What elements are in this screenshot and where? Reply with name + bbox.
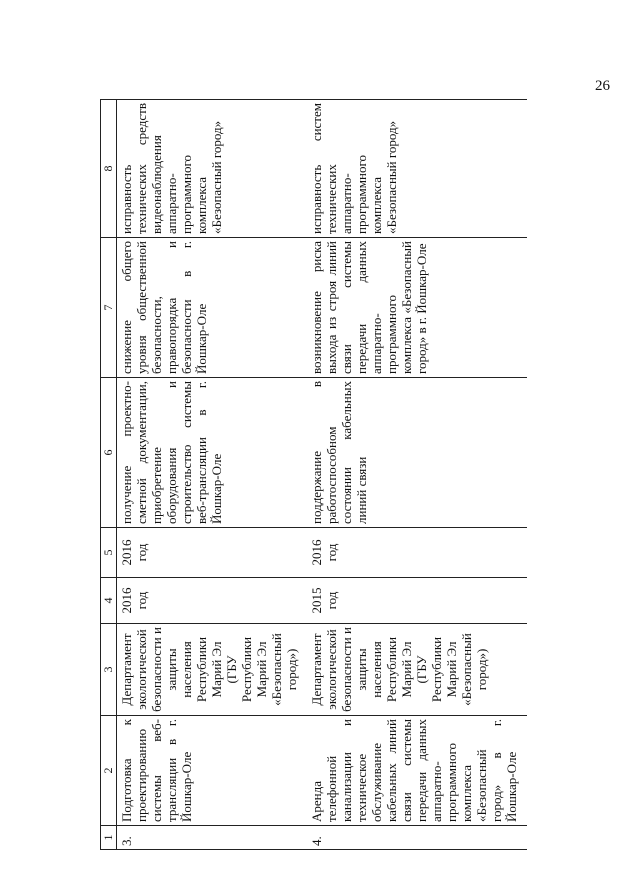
executor: Департамент экологической безопасности и защиты населения Республики Марий Эл (ГБУ Республики Марий Эл «Безопасный город»): [307, 624, 527, 716]
table-row: [117, 100, 307, 850]
col-header-2: 2: [101, 716, 117, 826]
end-year: 2016 год: [307, 528, 527, 578]
row-number: 3.: [117, 826, 307, 850]
page-number: 26: [595, 78, 610, 94]
start-year: 2015 год: [307, 578, 527, 624]
header-row: [101, 100, 117, 850]
non-implementation-consequences: снижение общего уровня общественной безопасности, правопорядка и безопасности в г. Йошкар-Оле: [117, 238, 307, 378]
col-header-3: 3: [101, 624, 117, 716]
row-number: 4.: [307, 826, 527, 850]
col-header-6: 6: [101, 378, 117, 528]
expected-result: получение проектно-сметной документации, приобретение оборудования и строительство системы веб-трансляции в г. Йошкар-Оле: [117, 378, 307, 528]
table-row: [307, 100, 527, 850]
rotated-table-container: [100, 100, 530, 850]
col-header-8: 8: [101, 100, 117, 238]
col-header-1: 1: [101, 826, 117, 850]
related-indicators: исправность технических средств видеонаблюдения аппаратно-программного комплекса «Безопасный город»: [117, 100, 307, 238]
measure-name: Подготовка к проектированию системы веб-трансляции в г. Йошкар-Оле: [117, 716, 307, 826]
col-header-4: 4: [101, 578, 117, 624]
measure-name: Аренда телефонной канализации и техническое обслуживание кабельных линий связи системы передачи данных аппаратно-программного комплекса «Безопасный город» в г. Йошкар-Оле: [307, 716, 527, 826]
measures-table: [100, 99, 527, 850]
start-year: 2016 год: [117, 578, 307, 624]
executor: Департамент экологической безопасности и защиты населения Республики Марий Эл (ГБУ Республики Марий Эл «Безопасный город»): [117, 624, 307, 716]
end-year: 2016 год: [117, 528, 307, 578]
col-header-7: 7: [101, 238, 117, 378]
non-implementation-consequences: возникновение риска выхода из строя линий связи системы передачи данных аппаратно-программного комплекса «Безопасный город» в г. Йошкар-Оле: [307, 238, 527, 378]
expected-result: поддержание в работоспособном состоянии кабельных линий связи: [307, 378, 527, 528]
related-indicators: исправность систем технических аппаратно-программного комплекса «Безопасный город»: [307, 100, 527, 238]
col-header-5: 5: [101, 528, 117, 578]
